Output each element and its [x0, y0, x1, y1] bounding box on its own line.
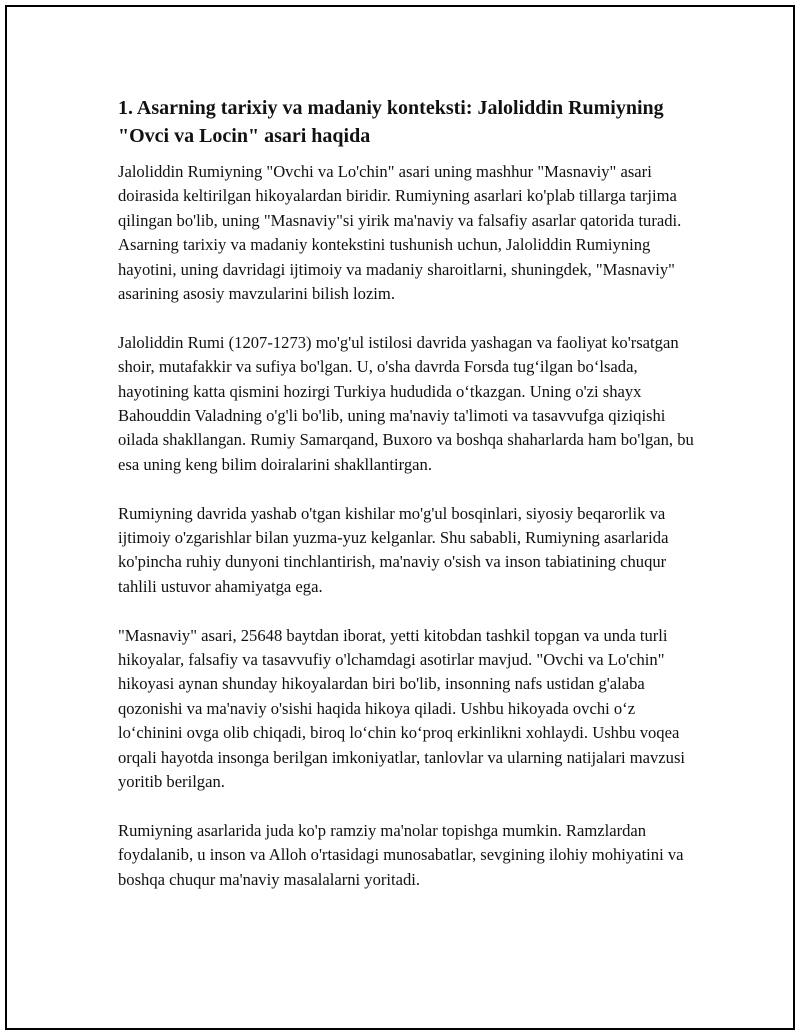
document-body [118, 94, 698, 917]
paragraph-4: "Masnaviy" asari, 25648 baytdan iborat, yetti kitobdan tashkil topgan va unda turli hikoyalar, falsafiy va tasavvufiy o'lchamdagi asotirlar mavjud. "Ovchi va Lo'chin" hikoyasi aynan shunday hikoyalardan biri bo'lib, insonning nafs ustidan g'alaba qozonishi va ma'naviy o'sishi haqida hikoya qiladi. Ushbu hikoyada ovchi o‘z lo‘chinini ovga olib chiqadi, biroq lo‘chin ko‘proq erkinlikni xohlaydi. Ushbu voqea orqali hayotda insonga berilgan imkoniyatlar, tanlovlar va ularning natijalari mavzusi yoritib berilgan. [118, 625, 686, 792]
section-heading: 1. Asarning tarixiy va madaniy konteksti: Jaloliddin Rumiyning "Ovci va Locin" asari haqida [118, 97, 664, 147]
paragraph-1: Jaloliddin Rumiyning "Ovchi va Lo'chin" asari uning mashhur "Masnaviy" asari doirasida keltirilgan hikoyalardan biridir. Rumiyning asarlari ko'plab tillarga tarjima qilingan bo'lib, uning "Masnaviy"si yirik ma'naviy va falsafiy asarlar qatorida turadi. Asarning tarixiy va madaniy kontekstini tushunish uchun, Jaloliddin Rumiyning hayotini, uning davridagi ijtimoiy va madaniy sharoitlarni, shuningdek, "Masnaviy" asarining asosiy mavzularini bilish lozim. [118, 162, 682, 304]
paragraph-3: Rumiyning davrida yashab o'tgan kishilar mo'g'ul bosqinlari, siyosiy beqarorlik va ijtimoiy o'zgarishlar bilan yuzma-yuz kelganlar. Shu sababli, Rumiyning asarlarida ko'pincha ruhiy dunyoni tinchlantirish, ma'naviy o'sish va inson tabiatining chuqur tahlili ustuvor ahamiyatga ega. [118, 503, 669, 596]
paragraph-2: Jaloliddin Rumi (1207-1273) mo'g'ul istilosi davrida yashagan va faoliyat ko'rsatgan shoir, mutafakkir va sufiya bo'lgan. U, o'sha davrda Forsda tug‘ilgan bo‘lsada, hayotining katta qismini hozirgi Turkiya hududida o‘tkazgan. Uning o'zi shayx Bahouddin Valadning o'g'li bo'lib, uning ma'naviy ta'limoti va tasavvufga qiziqishi oilada shakllangan. Rumiy Samarqand, Buxoro va boshqa shaharlarda ham bo'lgan, bu esa uning keng bilim doiralarini shakllantirgan. [118, 332, 694, 474]
paragraph-5: Rumiyning asarlarida juda ko'p ramziy ma'nolar topishga mumkin. Ramzlardan foydalanib, u inson va Alloh o'rtasidagi munosabatlar, sevgining ilohiy mohiyatini va boshqa chuqur ma'naviy masalalarni yoritadi. [118, 820, 684, 889]
